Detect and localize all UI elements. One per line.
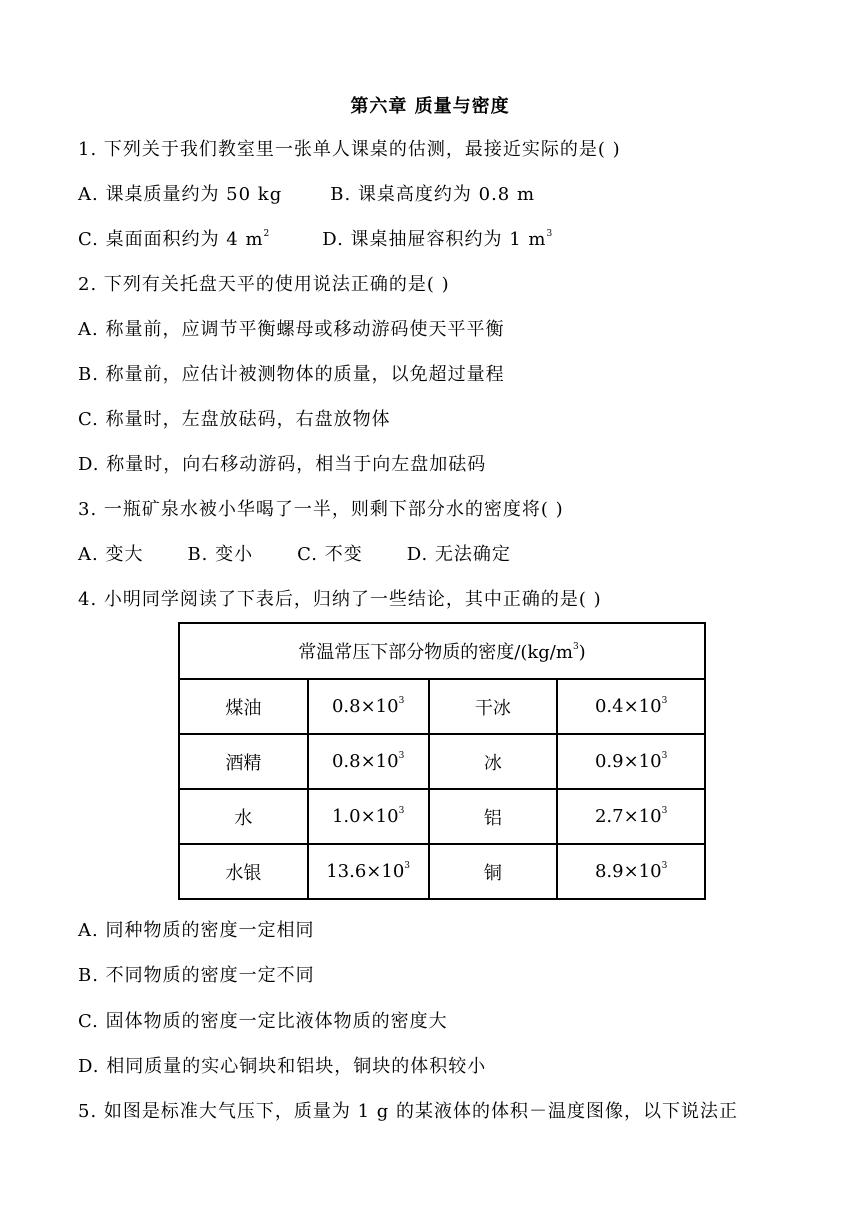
question-4-stem: 4. 小明同学阅读了下表后，归纳了一些结论，其中正确的是( ) <box>78 589 602 610</box>
question-5-stem: 5. 如图是标准大气压下，质量为 1 g 的某液体的体积－温度图像，以下说法正 <box>78 1101 739 1122</box>
question-2-option-b: B. 称量前，应估计被测物体的质量，以免超过量程 <box>78 364 505 385</box>
question-3-option-a: A. 变大 <box>78 544 144 565</box>
substance-name-cell: 冰 <box>429 734 558 789</box>
question-2-option-a: A. 称量前，应调节平衡螺母或移动游码使天平平衡 <box>78 319 505 340</box>
substance-name-cell: 铝 <box>429 789 558 844</box>
substance-name-cell: 水 <box>179 789 308 844</box>
density-table <box>178 622 706 900</box>
question-1-option-d: D. 课桌抽屉容积约为 1 $m^3$ <box>322 229 554 250</box>
question-4-option-c: C. 固体物质的密度一定比液体物质的密度大 <box>78 1011 448 1032</box>
table-row <box>179 789 705 844</box>
chapter-title: 第六章 质量与密度 <box>350 96 510 117</box>
question-4-option-d: D. 相同质量的实心铜块和铝块，铜块的体积较小 <box>78 1056 487 1077</box>
density-table-caption: 常温常压下部分物质的密度$/(kg/m^3)$ <box>179 623 705 679</box>
substance-name-cell: 干冰 <box>429 679 558 734</box>
table-row <box>179 844 705 899</box>
density-table-caption-row <box>179 623 705 679</box>
question-1-stem: 1. 下列关于我们教室里一张单人课桌的估测，最接近实际的是( ) <box>78 139 621 160</box>
table-row <box>179 734 705 789</box>
density-value-cell: $13.6\times 10^3$ <box>308 844 429 899</box>
question-4-option-a: A. 同种物质的密度一定相同 <box>78 920 315 941</box>
question-1-option-b: B. 课桌高度约为 0.8 m <box>330 184 536 205</box>
question-1-options-row-1 <box>78 183 535 207</box>
question-2-option-d: D. 称量时，向右移动游码，相当于向左盘加砝码 <box>78 454 487 475</box>
question-1-options-row-2 <box>78 228 553 252</box>
question-3-option-b: B. 变小 <box>187 544 254 565</box>
density-value-cell: $0.4\times 10^3$ <box>557 679 705 734</box>
question-3-stem: 3. 一瓶矿泉水被小华喝了一半，则剩下部分水的密度将( ) <box>78 499 564 520</box>
density-value-cell: $0.8\times 10^3$ <box>308 734 429 789</box>
substance-name-cell: 酒精 <box>179 734 308 789</box>
question-3-option-d: D. 无法确定 <box>406 544 511 565</box>
question-3-option-c: C. 不变 <box>297 544 363 565</box>
density-value-cell: $8.9\times 10^3$ <box>557 844 705 899</box>
density-value-cell: $0.8\times 10^3$ <box>308 679 429 734</box>
question-2-stem: 2. 下列有关托盘天平的使用说法正确的是( ) <box>78 274 450 295</box>
question-1-option-a: A. 课桌质量约为 50 kg <box>78 184 283 205</box>
substance-name-cell: 铜 <box>429 844 558 899</box>
substance-name-cell: 水银 <box>179 844 308 899</box>
density-value-cell: $0.9\times 10^3$ <box>557 734 705 789</box>
question-1-option-c: C. 桌面面积约为 4 $m^2$ <box>78 229 271 250</box>
question-3-options-row <box>78 543 511 567</box>
density-value-cell: $2.7\times 10^3$ <box>557 789 705 844</box>
substance-name-cell: 煤油 <box>179 679 308 734</box>
table-row <box>179 679 705 734</box>
question-2-option-c: C. 称量时，左盘放砝码，右盘放物体 <box>78 409 391 430</box>
question-4-option-b: B. 不同物质的密度一定不同 <box>78 965 315 986</box>
density-value-cell: $1.0\times 10^3$ <box>308 789 429 844</box>
